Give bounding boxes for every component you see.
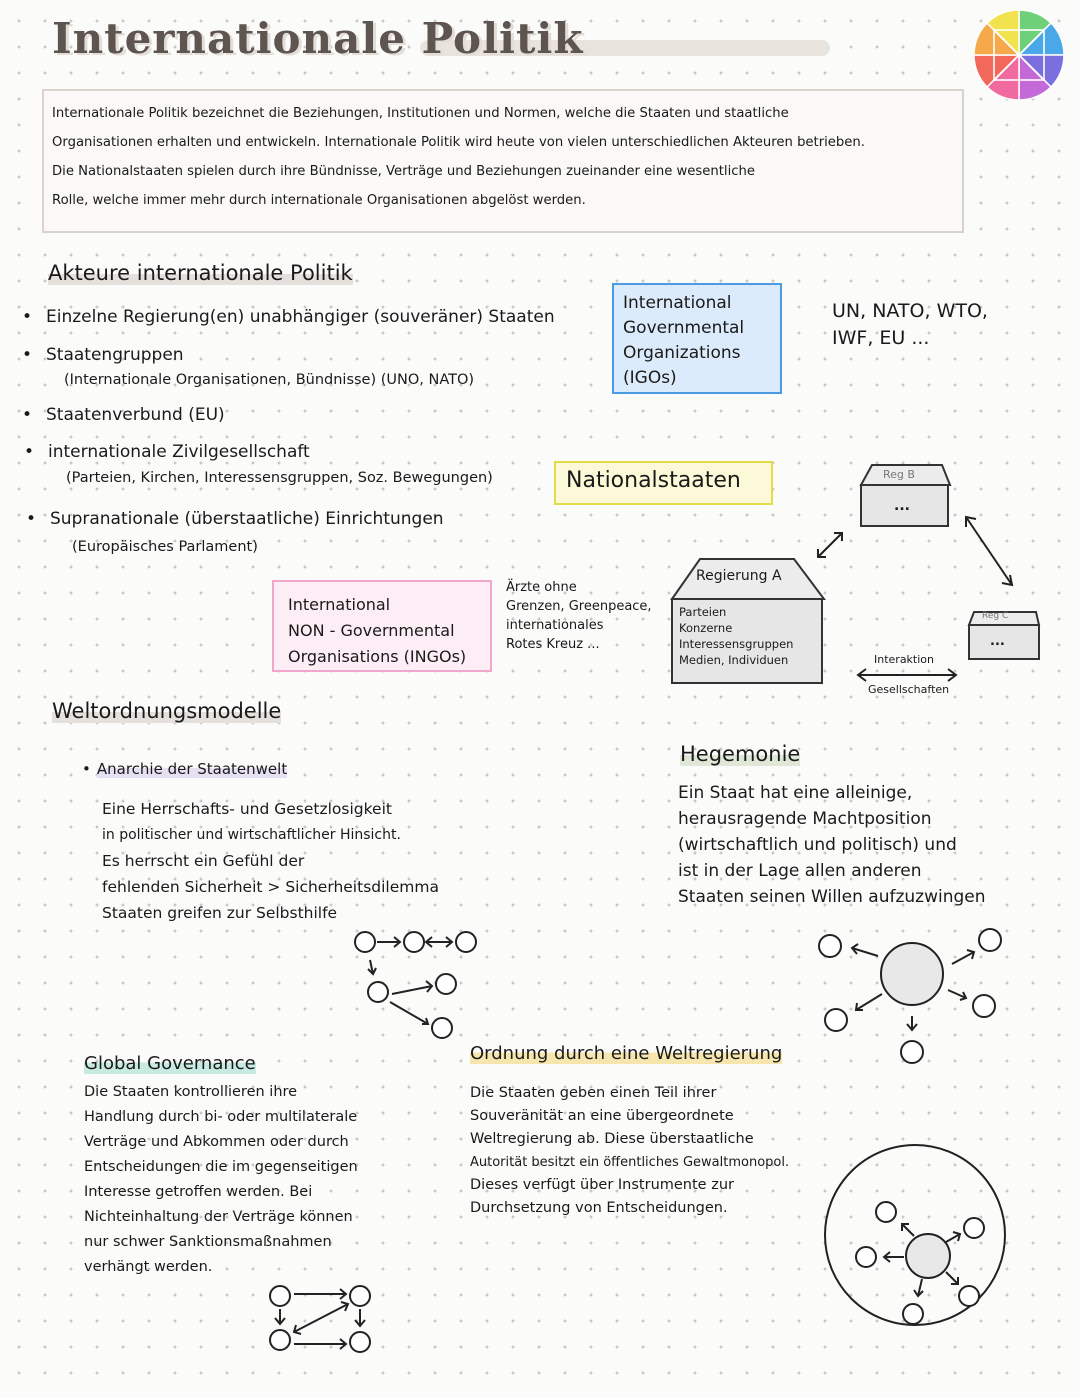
anarchy-title-text: Anarchie der Staatenwelt xyxy=(96,760,288,778)
anarchy-diagram xyxy=(340,922,490,1046)
ingo-line: NON - Governmental xyxy=(288,621,455,640)
governance-line: Die Staaten kontrollieren ihre xyxy=(84,1084,298,1100)
world-gov-line: Dieses verfügt über Instrumente zur xyxy=(470,1177,734,1193)
interaction-label: Interaktion xyxy=(874,653,935,666)
world-order-heading xyxy=(52,699,281,723)
igo-example-line: UN, NATO, WTO, xyxy=(832,300,988,322)
hegemony-line: herausragende Machtposition xyxy=(678,809,932,829)
igo-line: International xyxy=(623,293,732,313)
anarchy-line: Es herrscht ein Gefühl der xyxy=(102,852,305,870)
actors-heading xyxy=(48,261,353,285)
reg-a-item: Interessensgruppen xyxy=(679,637,794,651)
actor-item-main: Staatenverbund (EU) xyxy=(46,405,225,425)
governance-line: Nichteinhaltung der Verträge können xyxy=(84,1209,353,1225)
reg-a-item: Medien, Individuen xyxy=(679,653,789,667)
reg-b-dots: ... xyxy=(894,498,910,514)
reg-c-dots: ... xyxy=(990,634,1005,649)
igo-examples xyxy=(832,298,988,352)
world-gov-title xyxy=(470,1043,782,1064)
actor-item xyxy=(22,345,184,365)
world-gov-line: Die Staaten geben einen Teil ihrer xyxy=(470,1085,717,1101)
igo-box xyxy=(612,283,782,394)
intro-line: Die Nationalstaaten spielen durch ihre Bündnisse, Verträge und Beziehungen zueinander eine wesentliche xyxy=(52,164,755,179)
governance-title xyxy=(84,1053,256,1074)
actor-item xyxy=(22,307,555,327)
actor-item-main: Staatengruppen xyxy=(46,345,184,365)
governance-line: nur schwer Sanktionsmaßnahmen xyxy=(84,1234,332,1250)
actor-item-sub: (Europäisches Parlament) xyxy=(72,539,258,555)
hegemony-title xyxy=(680,742,800,766)
governance-title-text: Global Governance xyxy=(84,1053,256,1074)
hegemony-line: (wirtschaftlich und politisch) und xyxy=(678,835,957,855)
ingo-line: Organisations (INGOs) xyxy=(288,647,467,666)
governance-text xyxy=(84,1080,358,1280)
ingo-examples xyxy=(506,578,652,654)
igo-line: Organizations xyxy=(623,343,741,363)
world-gov-text xyxy=(470,1082,789,1220)
hegemony-text xyxy=(678,780,986,910)
governance-line: Entscheidungen die im gegenseitigen xyxy=(84,1159,358,1175)
arrow-b-c xyxy=(966,517,1012,585)
reg-b-label: Reg B xyxy=(883,468,915,481)
bullet-dot: • xyxy=(24,442,35,462)
governance-diagram xyxy=(262,1280,382,1360)
world-gov-title-text: Ordnung durch eine Weltregierung xyxy=(470,1043,783,1064)
anarchy-line: fehlenden Sicherheit > Sicherheitsdilemma xyxy=(102,878,439,896)
color-wheel-logo xyxy=(972,8,1066,102)
actor-item xyxy=(26,509,444,529)
ingo-example-line: Rotes Kreuz ... xyxy=(506,637,600,652)
hegemony-line: ist in der Lage allen anderen xyxy=(678,861,922,881)
intro-line: Rolle, welche immer mehr durch internationale Organisationen abgelöst werden. xyxy=(52,193,586,208)
world-gov-diagram xyxy=(822,1142,1008,1328)
ingo-line: International xyxy=(288,595,391,614)
anarchy-line: Eine Herrschafts- und Gesetzlosigkeit xyxy=(102,800,392,818)
ingo-box xyxy=(272,580,492,672)
reg-a-box xyxy=(671,598,823,684)
societies-label: Gesellschaften xyxy=(868,683,950,696)
actor-item-main: Einzelne Regierung(en) unabhängiger (souveräner) Staaten xyxy=(46,307,555,327)
bullet-dot: • xyxy=(22,307,33,327)
world-order-heading-text: Weltordnungsmodelle xyxy=(52,699,282,723)
reg-a-title: Regierung A xyxy=(696,568,782,584)
bullet-dot: • xyxy=(22,405,33,425)
actors-heading-text: Akteure internationale Politik xyxy=(48,261,353,285)
anarchy-line: in politischer und wirtschaftlicher Hinsicht. xyxy=(102,827,401,843)
reg-a-item: Konzerne xyxy=(679,621,733,635)
intro-box xyxy=(42,89,964,233)
actor-item xyxy=(24,442,310,462)
world-gov-line: Autorität besitzt ein öffentliches Gewaltmonopol. xyxy=(470,1155,790,1170)
igo-example-line: IWF, EU ... xyxy=(832,327,930,349)
arrow-a-b xyxy=(818,533,842,557)
hegemony-diagram xyxy=(812,924,1012,1068)
actor-item-main: Supranationale (überstaatliche) Einrichtungen xyxy=(50,509,444,529)
anarchy-line: Staaten greifen zur Selbsthilfe xyxy=(102,904,338,922)
reg-c-label: Reg C xyxy=(982,611,1009,621)
governance-line: Verträge und Abkommen oder durch xyxy=(84,1134,349,1150)
igo-line: (IGOs) xyxy=(623,368,677,388)
actor-item-sub: (Parteien, Kirchen, Interessensgruppen, Soz. Bewegungen) xyxy=(66,470,493,486)
ingo-example-line: Ärzte ohne xyxy=(506,580,577,595)
bullet-dot: • xyxy=(26,509,37,529)
actor-item xyxy=(22,405,225,425)
actor-item-sub: (Internationale Organisationen, Bündnisse) (UNO, NATO) xyxy=(64,372,475,388)
bullet-dot: • xyxy=(82,760,91,778)
world-gov-line: Durchsetzung von Entscheidungen. xyxy=(470,1200,728,1216)
intro-line: Internationale Politik bezeichnet die Beziehungen, Institutionen und Normen, welche die Staaten und staatliche xyxy=(52,106,789,121)
governance-line: Handlung durch bi- oder multilaterale xyxy=(84,1109,358,1125)
bullet-dot: • xyxy=(22,345,33,365)
page-title: Internationale Politik xyxy=(52,14,584,63)
intro-line: Organisationen erhalten und entwickeln. Internationale Politik wird heute von vielen unterschiedlichen Akteuren betrieben. xyxy=(52,135,865,150)
governance-line: verhängt werden. xyxy=(84,1259,213,1275)
nationalstaaten-box: Nationalstaaten xyxy=(554,461,773,505)
ingo-example-line: internationales xyxy=(506,618,604,633)
world-gov-line: Weltregierung ab. Diese überstaatliche xyxy=(470,1131,754,1147)
igo-line: Governmental xyxy=(623,318,745,338)
hegemony-line: Ein Staat hat eine alleinige, xyxy=(678,783,913,803)
hegemony-title-text: Hegemonie xyxy=(680,742,801,766)
actor-item-main: internationale Zivilgesellschaft xyxy=(48,442,310,462)
ingo-example-line: Grenzen, Greenpeace, xyxy=(506,599,652,614)
reg-a-item: Parteien xyxy=(679,605,727,619)
world-gov-line: Souveränität an eine übergeordnete xyxy=(470,1108,734,1124)
governance-line: Interesse getroffen werden. Bei xyxy=(84,1184,313,1200)
hegemony-line: Staaten seinen Willen aufzuzwingen xyxy=(678,887,986,907)
anarchy-title xyxy=(82,760,287,778)
anarchy-text xyxy=(102,796,439,926)
